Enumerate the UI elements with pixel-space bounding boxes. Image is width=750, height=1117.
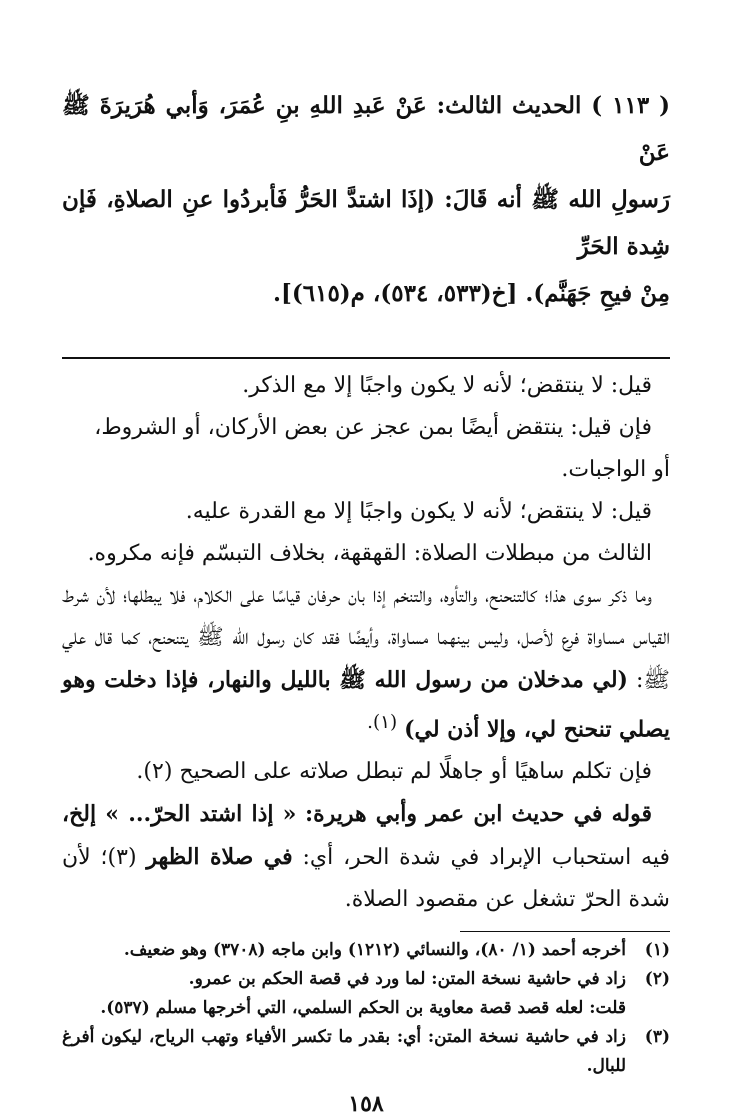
hadith-block <box>62 82 670 317</box>
footnote <box>62 936 670 965</box>
book-page <box>62 82 670 1117</box>
commentary-text: (٣)؛ لأن شدة الحرّ تشغل عن مقصود الصلاة. <box>62 845 670 913</box>
commentary-paragraph: فإن قيل: ينتقض أيضًا بمن عجز عن بعض الأركان، أو الشروط، <box>94 415 652 440</box>
hadith-line: مِنْ فيحِ جَهَنَّم). [خ(٥٣٣، ٥٣٤)، م(٦١٥)]. <box>272 280 670 307</box>
commentary-paragraph: قيل: لا ينتقض؛ لأنه لا يكون واجبًا إلا مع الذكر. <box>242 373 652 398</box>
footnote-text: أخرجه أحمد (١/ ٨٠)، والنسائي (١٢١٢) وابن ماجه (٣٧٠٨) وهو ضعيف. <box>123 940 626 961</box>
footnote-number: (٢) <box>644 969 670 990</box>
hadith-line: رَسولِ الله ﷺ أنه قَالَ: (إذَا اشتدَّ الحَرُّ فَأبردُوا عنِ الصلاةِ، فَإن شِدة الحَرِّ <box>62 186 670 260</box>
quoted-hadith: (لي مدخلان من رسول الله ﷺ بالليل والنهار، فإذا دخلت وهو يصلي تنحنح لي، وإلا أذن لي) <box>62 667 670 743</box>
commentary-paragraph <box>62 575 670 751</box>
commentary-paragraph: أو الواجبات. <box>561 457 670 482</box>
footnotes-block <box>62 936 670 1081</box>
footnote-divider <box>460 931 670 932</box>
footnote-number: (٣) <box>644 1027 670 1048</box>
commentary-text: وما ذكر سوى هذا؛ كالتنحنح، والتأوه، والتنخم إذا بان حرفان قياسًا على الكلام، فلا يبطلها؛ لأن شرط القياس مساواة فرع لأصل، وليس بينهما مساواة، وأيضًا فقد كان رسول الله ﷺ يتنحنح، كما قال علي ﷺ: <box>62 583 670 693</box>
footnote <box>62 965 670 994</box>
footnote <box>62 1023 670 1081</box>
commentary-heading: قوله في حديث ابن عمر وأبي هريرة: <box>304 801 652 828</box>
commentary-paragraph: الثالث من مبطلات الصلاة: القهقهة، بخلاف التبسّم فإنه مكروه. <box>87 541 652 566</box>
hadith-line: ( ١١٣ ) الحديث الثالث: عَنْ عَبدِ اللهِ بنِ عُمَرَ، وَأبي هُرَيرَةَ ﷺ عَنْ <box>62 92 670 166</box>
commentary-text: فيه استحباب الإبراد في شدة الحر، أي: <box>302 845 670 871</box>
footnote-continuation: قلت: لعله قصد قصة معاوية بن الحكم السلمي، التي أخرجها مسلم (٥٣٧). <box>100 998 626 1019</box>
commentary-block <box>62 365 670 921</box>
quoted-hadith: « إذا اشتد الحرّ... » إلخ، <box>62 801 297 828</box>
page-number: ١٥٨ <box>348 1091 384 1117</box>
commentary-paragraph <box>62 793 670 921</box>
main-divider <box>62 357 670 359</box>
commentary-paragraph: فإن تكلم ساهيًا أو جاهلًا لم تبطل صلاته على الصحيح (٢). <box>136 759 652 785</box>
footnote-number: (١) <box>644 940 670 961</box>
footnote-ref: (١). <box>367 712 398 733</box>
commentary-paragraph: قيل: لا ينتقض؛ لأنه لا يكون واجبًا إلا مع القدرة عليه. <box>185 499 652 524</box>
footnote-text: زاد في حاشية نسخة المتن: أي: بقدر ما تكسر الأفياء وتهب الرياح، ليكون أفرغ للبال. <box>62 1027 626 1077</box>
commentary-emphasis: في صلاة الظهر <box>146 844 293 871</box>
footnote-text: زاد في حاشية نسخة المتن: لما ورد في قصة الحكم بن عمرو. <box>188 969 626 990</box>
